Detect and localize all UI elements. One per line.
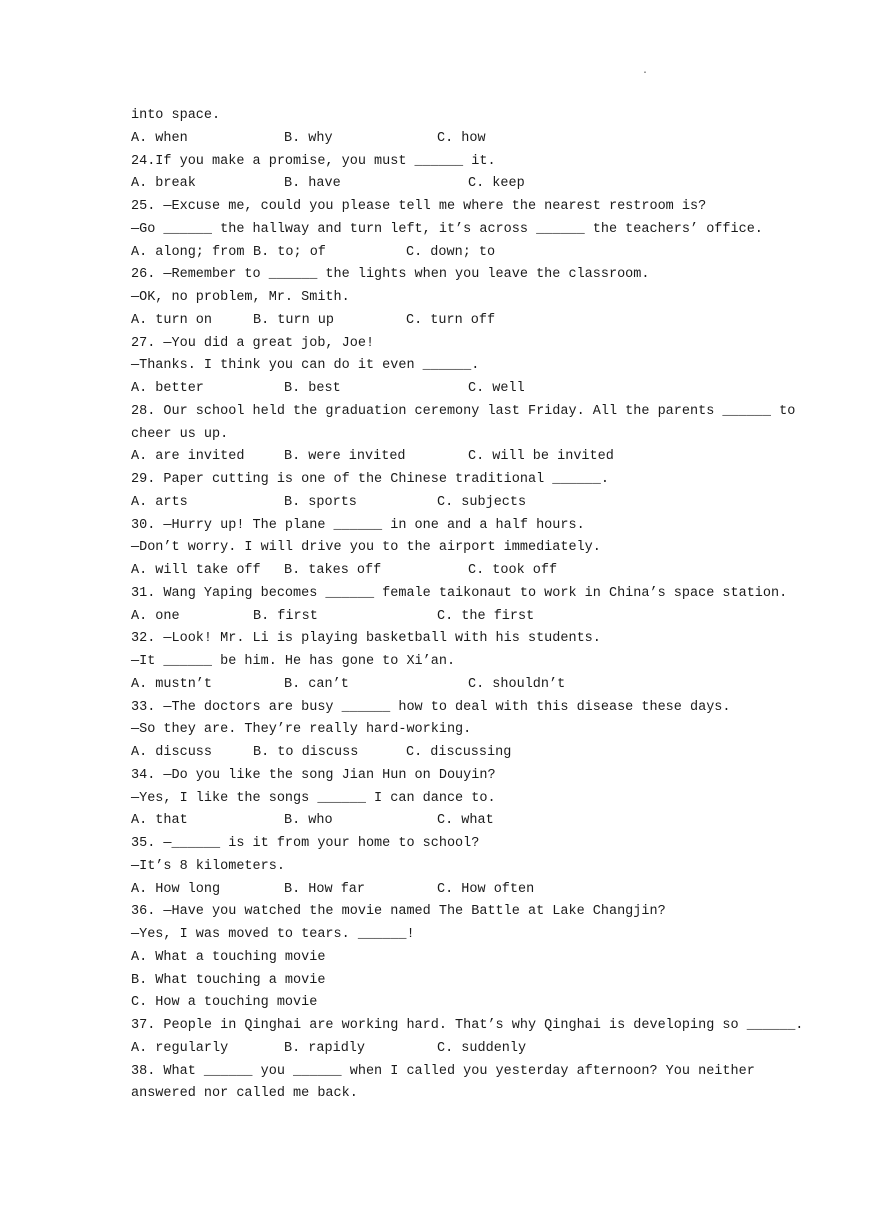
answer-options-row	[131, 128, 751, 151]
answer-options-row	[131, 879, 751, 902]
answer-option: B. can’t	[284, 676, 349, 692]
text-line: 27. —You did a great job, Joe!	[131, 335, 375, 351]
text-line: —OK, no problem, Mr. Smith.	[131, 290, 350, 305]
answer-options-row	[131, 173, 751, 196]
text-line: 34. —Do you like the song Jian Hun on Douyin?	[131, 767, 496, 783]
answer-option: A. mustn’t	[131, 676, 213, 692]
answer-options-row	[131, 378, 751, 401]
text-line: —Thanks. I think you can do it even ______.	[131, 358, 480, 374]
text-line: A. What a touching movie	[131, 949, 326, 965]
text-line: cheer us up.	[131, 426, 229, 442]
answer-option: B. to discuss	[253, 745, 359, 760]
text-line: —So they are. They’re really hard-working.	[131, 722, 472, 738]
answer-options-row	[131, 492, 751, 515]
answer-option: B. who	[284, 813, 333, 829]
answer-option: B. turn up	[253, 312, 335, 328]
text-line: 29. Paper cutting is one of the Chinese traditional ______.	[131, 472, 609, 487]
text-line: answered nor called me back.	[131, 1086, 358, 1102]
answer-option: C. what	[437, 813, 494, 829]
answer-option: A. along; from	[131, 244, 245, 260]
answer-options-row	[131, 810, 751, 833]
answer-option: C. took off	[468, 563, 558, 578]
text-line: 33. —The doctors are busy ______ how to deal with this disease these days.	[131, 699, 731, 715]
text-line: into space.	[131, 108, 221, 123]
answer-option: B. rapidly	[284, 1040, 366, 1056]
text-line: 28. Our school held the graduation ceremony last Friday. All the parents ______ to	[131, 403, 796, 419]
answer-option: A. better	[131, 381, 204, 396]
text-line: 25. —Excuse me, could you please tell me where the nearest restroom is?	[131, 199, 707, 214]
text-line: 38. What ______ you ______ when I called you yesterday afternoon? You neither	[131, 1063, 755, 1079]
answer-option: B. How far	[284, 881, 366, 897]
answer-option: C. keep	[468, 176, 525, 192]
answer-options-row	[131, 674, 751, 697]
text-line: 35. —______ is it from your home to school?	[131, 836, 480, 851]
answer-options-row	[131, 242, 751, 265]
text-line: —Don’t worry. I will drive you to the airport immediately.	[131, 540, 601, 556]
answer-option: C. suddenly	[437, 1040, 527, 1056]
text-line: —It ______ be him. He has gone to Xi’an.	[131, 654, 456, 669]
answer-option: B. first	[253, 608, 318, 624]
answer-option: C. discussing	[406, 745, 512, 760]
answer-option: B. to; of	[253, 244, 326, 260]
answer-option: C. down; to	[406, 244, 496, 260]
answer-option: C. shouldn’t	[468, 676, 566, 692]
answer-option: C. subjects	[437, 494, 527, 510]
answer-option: B. why	[284, 130, 333, 146]
answer-options-row	[131, 742, 751, 765]
answer-options-row	[131, 1038, 751, 1061]
text-line: 26. —Remember to ______ the lights when you leave the classroom.	[131, 267, 650, 283]
answer-options-row	[131, 606, 751, 629]
answer-options-row	[131, 560, 751, 583]
answer-option: C. will be invited	[468, 449, 614, 465]
answer-option: B. best	[284, 381, 341, 396]
text-line: —Yes, I like the songs ______ I can dance to.	[131, 790, 496, 806]
answer-option: A. break	[131, 176, 196, 192]
answer-option: B. sports	[284, 494, 357, 510]
text-line: B. What touching a movie	[131, 972, 326, 988]
text-line: —Go ______ the hallway and turn left, it’s across ______ the teachers’ office.	[131, 221, 763, 237]
text-line: 37. People in Qinghai are working hard. That’s why Qinghai is developing so ______.	[131, 1018, 804, 1033]
text-line: —Yes, I was moved to tears. ______!	[131, 927, 415, 942]
text-line: 31. Wang Yaping becomes ______ female taikonaut to work in China’s space station.	[131, 585, 788, 601]
answer-option: A. that	[131, 813, 188, 829]
answer-option: A. arts	[131, 494, 188, 510]
text-line: C. How a touching movie	[131, 995, 318, 1011]
answer-option: C. well	[468, 381, 525, 396]
text-line: 30. —Hurry up! The plane ______ in one and a half hours.	[131, 517, 585, 533]
answer-option: A. regularly	[131, 1040, 229, 1056]
answer-option: A. discuss	[131, 745, 213, 760]
document-body	[131, 105, 804, 1106]
answer-option: B. takes off	[284, 563, 382, 578]
answer-option: A. one	[131, 608, 180, 624]
answer-option: A. will take off	[131, 563, 261, 578]
answer-options-row	[131, 310, 751, 333]
text-line: 36. —Have you watched the movie named The Battle at Lake Changjin?	[131, 904, 666, 920]
answer-options-row	[131, 446, 751, 469]
answer-option: C. the first	[437, 608, 535, 624]
page-marker: .	[642, 66, 649, 77]
answer-option: C. How often	[437, 881, 535, 897]
answer-option: B. have	[284, 176, 341, 192]
answer-option: C. how	[437, 130, 486, 146]
answer-option: A. turn on	[131, 312, 213, 328]
answer-option: C. turn off	[406, 312, 496, 328]
text-line: —It’s 8 kilometers.	[131, 858, 285, 874]
answer-option: A. How long	[131, 881, 221, 897]
answer-option: A. are invited	[131, 449, 245, 465]
answer-option: B. were invited	[284, 449, 406, 465]
answer-option: A. when	[131, 130, 188, 146]
text-line: 24.If you make a promise, you must ______ it.	[131, 153, 496, 169]
text-line: 32. —Look! Mr. Li is playing basketball with his students.	[131, 631, 601, 647]
